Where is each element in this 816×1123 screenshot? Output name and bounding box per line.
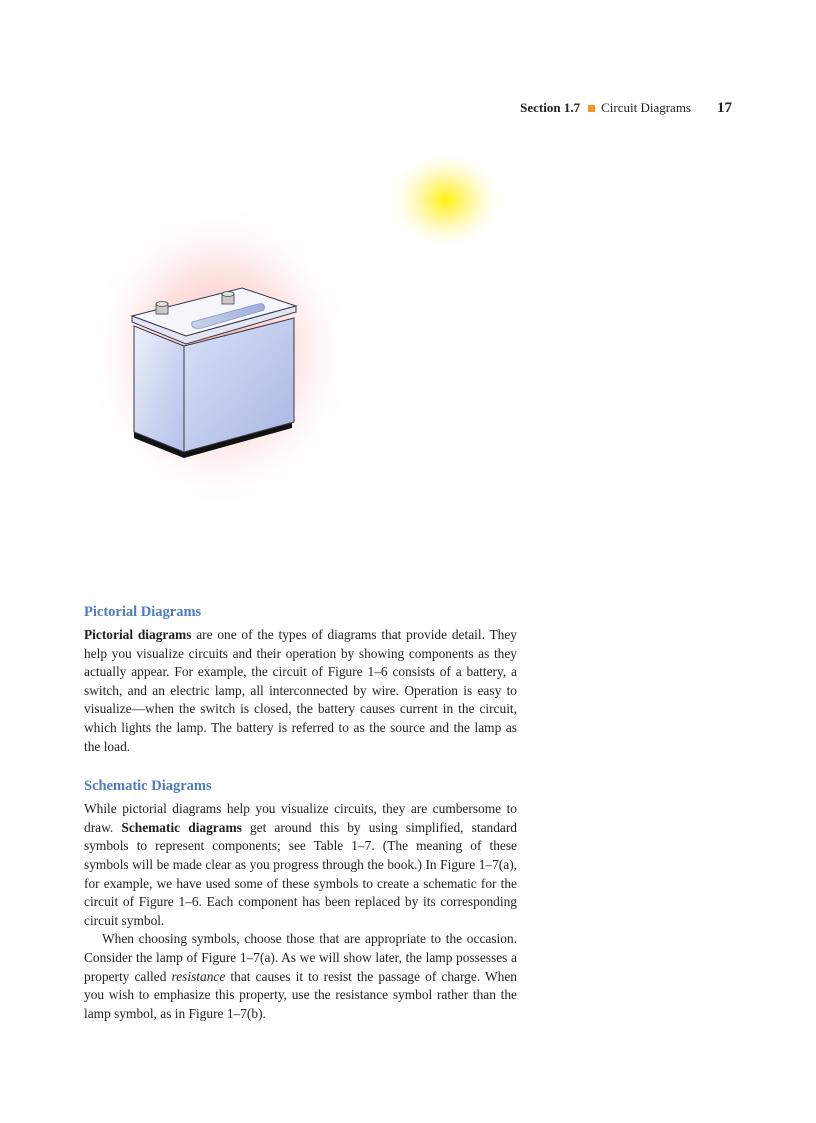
header-bullet [588,105,595,112]
body-text [84,603,517,1023]
paragraph-schematic-2 [84,930,517,1023]
heading-pictorial-diagrams: Pictorial Diagrams [84,604,202,620]
lamp-glow [386,148,506,252]
term-schematic-diagrams: Schematic diagrams [121,819,242,835]
terminal-right [222,292,234,304]
paragraph-schematic-2-text: that causes it to resist the passage of charge. When you wish to emphasize this property, use the resistance symbol rather than the lamp symbol, as in Figure 1–7(b). [84,968,517,1021]
section-number: Section 1.7 [520,100,581,115]
paragraph-pictorial [84,626,517,756]
battery-front [134,326,184,452]
paragraph-schematic-1 [84,800,517,930]
section-gap [84,756,517,777]
term-resistance: resistance [171,968,226,984]
figure-1-6-pictorial [80,140,520,520]
section-title: Circuit Diagrams [601,100,691,115]
paragraph-schematic-1-lead: While pictorial diagrams help you visualize circuits, they are cumbersome to draw. [84,801,517,835]
page-number: 17 [717,100,732,116]
figure-illustration [80,140,520,520]
heading-schematic-diagrams: Schematic Diagrams [84,778,212,795]
terminal-left [156,302,168,314]
term-pictorial-diagrams: Pictorial diagrams [84,627,192,642]
running-head [520,99,732,117]
paragraph-pictorial-text: are one of the types of diagrams that provide detail. They help you visualize circuits and their operation by showing components as they actually appear. For example, the circuit of Figure 1–6 consists of a battery, a switch, and an electric lamp, all interconnected by wire. Operation is easy to visualize—when the switch is closed, the battery causes current in the circuit, which lights the lamp. The battery is referred to as the source and the lamp as the load. [84,627,517,754]
battery [132,288,296,458]
paragraph-schematic-1-text: get around this by using simplified, standard symbols to represent components; see Table 1–7. (The meaning of these symbols will be made clear as you progress through the book.) In Figure 1–7(a), for example, we have used some of these symbols to create a schematic for the circuit of Figure 1–6. Each component has been replaced by its corresponding circuit symbol. [84,819,518,928]
paragraph-schematic-2-lead: When choosing symbols, choose those that are appropriate to the occasion. Consider the lamp of Figure 1–7(a). As we will show later, the lamp possesses a property called [84,931,517,984]
